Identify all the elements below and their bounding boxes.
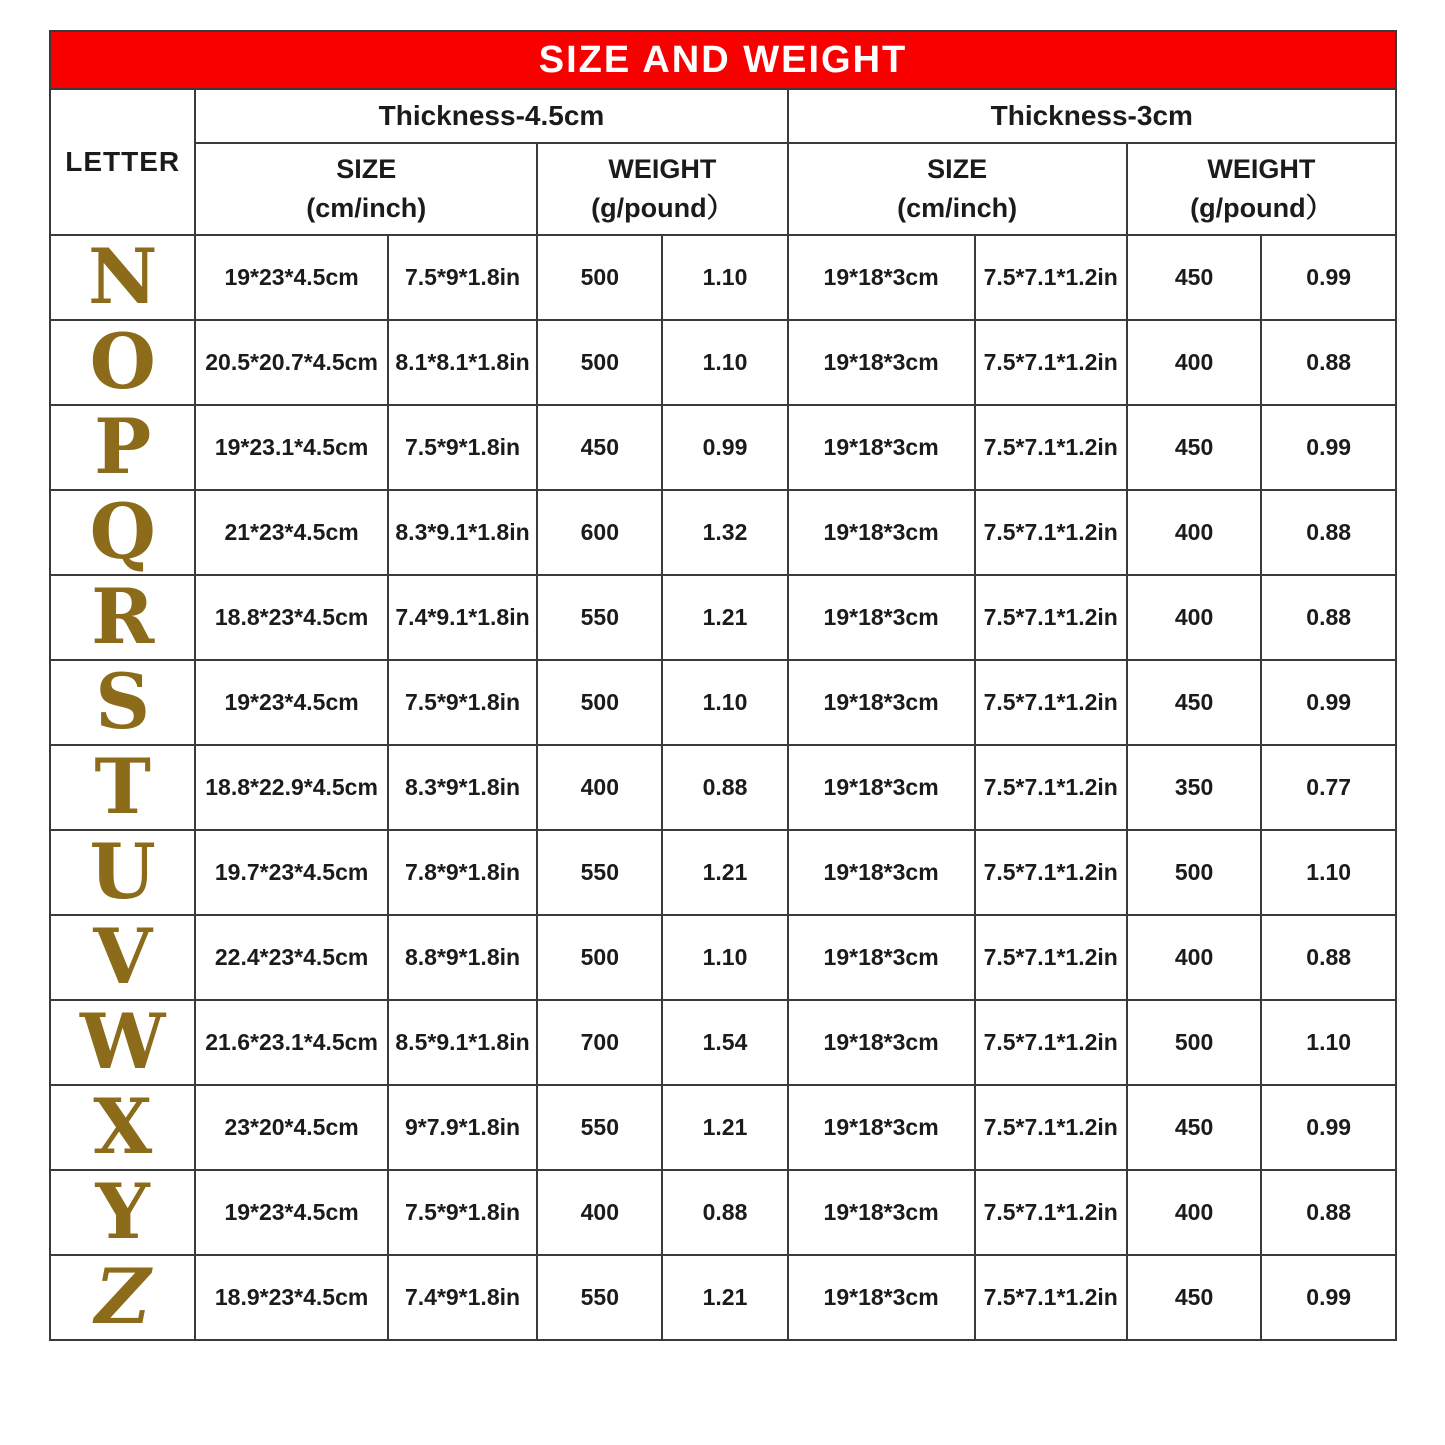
letter-cell: X — [50, 1085, 195, 1170]
size-value-cell: 18.8*22.9*4.5cm — [195, 745, 387, 830]
size-value-cell: 7.5*7.1*1.2in — [975, 490, 1127, 575]
weight-value-cell: 450 — [537, 405, 662, 490]
size-value-cell: 7.5*7.1*1.2in — [975, 1170, 1127, 1255]
weight-value-cell: 500 — [537, 660, 662, 745]
weight-value-cell: 1.21 — [662, 575, 787, 660]
weight-value-cell: 450 — [1127, 1255, 1262, 1340]
size-value-cell: 8.8*9*1.8in — [388, 915, 537, 1000]
weight-value-cell: 0.99 — [1261, 1085, 1396, 1170]
letter-column-header: LETTER — [50, 89, 195, 235]
table-row — [50, 830, 1396, 915]
weight-value-cell: 450 — [1127, 405, 1262, 490]
weight-value-cell: 400 — [537, 745, 662, 830]
size-value-cell: 19*23*4.5cm — [195, 1170, 387, 1255]
size-value-cell: 7.5*9*1.8in — [388, 405, 537, 490]
weight-value-cell: 0.77 — [1261, 745, 1396, 830]
weight-value-cell: 600 — [537, 490, 662, 575]
size-value-cell: 7.4*9.1*1.8in — [388, 575, 537, 660]
size-header-45 — [195, 143, 537, 235]
size-value-cell: 20.5*20.7*4.5cm — [195, 320, 387, 405]
thickness-group-row — [50, 89, 1396, 143]
weight-value-cell: 550 — [537, 575, 662, 660]
size-value-cell: 21.6*23.1*4.5cm — [195, 1000, 387, 1085]
letter-cell: R — [50, 575, 195, 660]
letter-cell: U — [50, 830, 195, 915]
weight-value-cell: 1.32 — [662, 490, 787, 575]
size-value-cell: 19*18*3cm — [788, 320, 975, 405]
table-row — [50, 235, 1396, 320]
banner-title: SIZE AND WEIGHT — [50, 31, 1396, 89]
size-value-cell: 19*18*3cm — [788, 1085, 975, 1170]
size-header-unit: (cm/inch) — [306, 193, 427, 223]
weight-value-cell: 400 — [1127, 915, 1262, 1000]
size-value-cell: 19*18*3cm — [788, 1170, 975, 1255]
weight-value-cell: 1.54 — [662, 1000, 787, 1085]
size-value-cell: 19*18*3cm — [788, 235, 975, 320]
thickness-45-header: Thickness-4.5cm — [195, 89, 787, 143]
weight-value-cell: 400 — [1127, 575, 1262, 660]
size-value-cell: 21*23*4.5cm — [195, 490, 387, 575]
weight-value-cell: 450 — [1127, 660, 1262, 745]
weight-value-cell: 0.99 — [1261, 235, 1396, 320]
weight-value-cell: 0.88 — [1261, 320, 1396, 405]
letter-cell: S — [50, 660, 195, 745]
weight-value-cell: 1.10 — [662, 660, 787, 745]
weight-value-cell: 550 — [537, 1255, 662, 1340]
letter-cell: V — [50, 915, 195, 1000]
size-header-label: SIZE — [336, 153, 397, 184]
size-value-cell: 7.5*7.1*1.2in — [975, 1000, 1127, 1085]
letter-cell: Y — [50, 1170, 195, 1255]
weight-header-45 — [537, 143, 787, 235]
size-header-3 — [788, 143, 1127, 235]
weight-value-cell: 1.10 — [662, 235, 787, 320]
size-value-cell: 19*23.1*4.5cm — [195, 405, 387, 490]
size-value-cell: 7.5*7.1*1.2in — [975, 660, 1127, 745]
size-value-cell: 23*20*4.5cm — [195, 1085, 387, 1170]
weight-value-cell: 0.99 — [1261, 405, 1396, 490]
letter-cell: N — [50, 235, 195, 320]
weight-value-cell: 500 — [537, 915, 662, 1000]
table-row — [50, 1085, 1396, 1170]
weight-value-cell: 1.21 — [662, 1255, 787, 1340]
size-value-cell: 7.5*7.1*1.2in — [975, 320, 1127, 405]
size-value-cell: 19*18*3cm — [788, 1000, 975, 1085]
weight-value-cell: 550 — [537, 1085, 662, 1170]
weight-value-cell: 400 — [1127, 490, 1262, 575]
weight-value-cell: 400 — [1127, 320, 1262, 405]
table-row — [50, 320, 1396, 405]
size-weight-sheet — [49, 30, 1397, 1341]
size-value-cell: 7.5*7.1*1.2in — [975, 235, 1127, 320]
size-value-cell: 19*18*3cm — [788, 405, 975, 490]
weight-value-cell: 400 — [1127, 1170, 1262, 1255]
size-value-cell: 8.1*8.1*1.8in — [388, 320, 537, 405]
size-value-cell: 7.5*9*1.8in — [388, 235, 537, 320]
weight-value-cell: 400 — [537, 1170, 662, 1255]
size-value-cell: 19*18*3cm — [788, 915, 975, 1000]
weight-value-cell: 500 — [537, 320, 662, 405]
table-row — [50, 1170, 1396, 1255]
table-row — [50, 915, 1396, 1000]
weight-value-cell: 550 — [537, 830, 662, 915]
weight-value-cell: 0.88 — [1261, 1170, 1396, 1255]
weight-value-cell: 0.88 — [1261, 490, 1396, 575]
letter-cell: T — [50, 745, 195, 830]
letter-cell: P — [50, 405, 195, 490]
size-value-cell: 18.9*23*4.5cm — [195, 1255, 387, 1340]
table-row — [50, 1000, 1396, 1085]
sub-header-row — [50, 143, 1396, 235]
weight-header-label: WEIGHT — [1207, 153, 1316, 184]
weight-value-cell: 500 — [1127, 830, 1262, 915]
weight-value-cell: 700 — [537, 1000, 662, 1085]
size-value-cell: 19*18*3cm — [788, 660, 975, 745]
size-value-cell: 8.5*9.1*1.8in — [388, 1000, 537, 1085]
table-row — [50, 575, 1396, 660]
size-value-cell: 19*23*4.5cm — [195, 235, 387, 320]
size-value-cell: 19*18*3cm — [788, 745, 975, 830]
letter-cell: Q — [50, 490, 195, 575]
size-value-cell: 7.5*7.1*1.2in — [975, 1255, 1127, 1340]
table-row — [50, 1255, 1396, 1340]
size-value-cell: 7.8*9*1.8in — [388, 830, 537, 915]
table-row — [50, 745, 1396, 830]
table-body — [50, 232, 1396, 1342]
weight-value-cell: 0.99 — [662, 405, 787, 490]
weight-value-cell: 1.10 — [1261, 1000, 1396, 1085]
size-value-cell: 7.5*7.1*1.2in — [975, 405, 1127, 490]
table-row — [50, 405, 1396, 490]
size-value-cell: 22.4*23*4.5cm — [195, 915, 387, 1000]
weight-value-cell: 1.21 — [662, 1085, 787, 1170]
size-value-cell: 8.3*9.1*1.8in — [388, 490, 537, 575]
size-header-label: SIZE — [927, 153, 988, 184]
weight-value-cell: 450 — [1127, 235, 1262, 320]
weight-value-cell: 1.10 — [662, 915, 787, 1000]
letter-cell: Z — [50, 1255, 195, 1340]
weight-value-cell: 1.21 — [662, 830, 787, 915]
weight-value-cell: 450 — [1127, 1085, 1262, 1170]
size-value-cell: 18.8*23*4.5cm — [195, 575, 387, 660]
banner-row — [50, 31, 1396, 89]
weight-header-3 — [1127, 143, 1396, 235]
size-value-cell: 19.7*23*4.5cm — [195, 830, 387, 915]
table-row — [50, 660, 1396, 745]
weight-value-cell: 0.88 — [662, 1170, 787, 1255]
weight-value-cell: 0.99 — [1261, 660, 1396, 745]
size-value-cell: 7.5*9*1.8in — [388, 660, 537, 745]
weight-value-cell: 350 — [1127, 745, 1262, 830]
size-value-cell: 19*18*3cm — [788, 575, 975, 660]
size-value-cell: 7.5*7.1*1.2in — [975, 1085, 1127, 1170]
weight-header-label: WEIGHT — [608, 153, 717, 184]
weight-value-cell: 0.99 — [1261, 1255, 1396, 1340]
size-value-cell: 7.5*7.1*1.2in — [975, 830, 1127, 915]
size-value-cell: 7.5*7.1*1.2in — [975, 915, 1127, 1000]
size-value-cell: 7.4*9*1.8in — [388, 1255, 537, 1340]
size-header-unit: (cm/inch) — [897, 193, 1018, 223]
weight-value-cell: 1.10 — [1261, 830, 1396, 915]
letter-cell: W — [50, 1000, 195, 1085]
size-value-cell: 7.5*7.1*1.2in — [975, 745, 1127, 830]
size-value-cell: 19*18*3cm — [788, 490, 975, 575]
size-value-cell: 19*23*4.5cm — [195, 660, 387, 745]
weight-value-cell: 0.88 — [1261, 575, 1396, 660]
size-value-cell: 9*7.9*1.8in — [388, 1085, 537, 1170]
size-value-cell: 19*18*3cm — [788, 1255, 975, 1340]
letter-cell: O — [50, 320, 195, 405]
size-value-cell: 7.5*7.1*1.2in — [975, 575, 1127, 660]
size-value-cell: 7.5*9*1.8in — [388, 1170, 537, 1255]
weight-header-unit: (g/pound） — [591, 193, 734, 223]
weight-value-cell: 500 — [537, 235, 662, 320]
weight-value-cell: 0.88 — [662, 745, 787, 830]
weight-value-cell: 0.88 — [1261, 915, 1396, 1000]
size-value-cell: 8.3*9*1.8in — [388, 745, 537, 830]
weight-header-unit: (g/pound） — [1190, 193, 1333, 223]
size-weight-table — [49, 30, 1397, 1341]
thickness-3-header: Thickness-3cm — [788, 89, 1396, 143]
weight-value-cell: 1.10 — [662, 320, 787, 405]
weight-value-cell: 500 — [1127, 1000, 1262, 1085]
size-value-cell: 19*18*3cm — [788, 830, 975, 915]
table-row — [50, 490, 1396, 575]
